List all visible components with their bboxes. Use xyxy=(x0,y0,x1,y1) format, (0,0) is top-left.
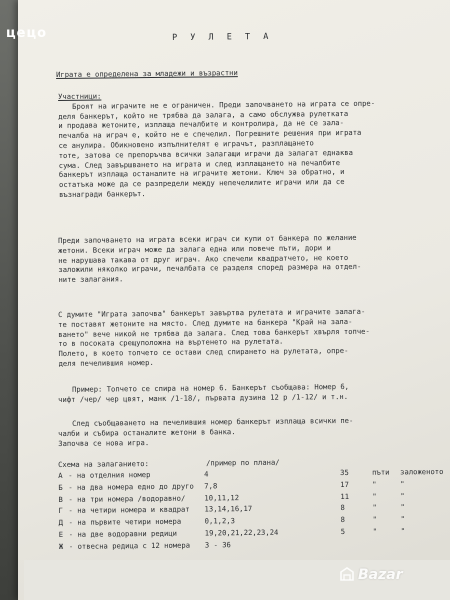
section-game-start xyxy=(58,307,370,369)
text-line: ването" вече никой не трябва да залага. След това банкерът хвърля топче- xyxy=(58,326,370,339)
row-description: - на отделния номер xyxy=(68,470,151,480)
text-line: заложили няколко играчи, печалбата се разделя според размера на отдел- xyxy=(58,262,362,275)
text-line: ните залагания. xyxy=(58,274,124,285)
row-example: 13,14,16,17 xyxy=(204,504,253,514)
row-description: - на първите четири номера xyxy=(68,516,182,528)
betting-schema xyxy=(58,456,444,554)
row-description: - на четири номера и квадрат xyxy=(68,505,190,516)
text-line: се анулира. Обикновено изпълнителят е играчът, разплащането xyxy=(58,138,314,150)
row-multiplier-word: " xyxy=(372,503,377,513)
text-line: След съобщаването на печелившия номер банкерът изплаща всички пе- xyxy=(71,415,354,428)
bazar-logo xyxy=(338,566,403,584)
row-example: 10,11,12 xyxy=(204,492,240,503)
text-line: те поставят жетоните на място. След думите на банкера "Край на зала- xyxy=(58,316,353,329)
row-multiplier-word: пъти xyxy=(372,467,390,477)
bazar-logo-icon xyxy=(338,566,356,584)
text-line: възнагради банкерът. xyxy=(59,189,146,199)
row-odds: 11 xyxy=(340,491,350,501)
row-letter: Г xyxy=(58,506,63,516)
text-line: и продава жетоните, изплаща печалбите и контролира, да не се зала- xyxy=(58,118,344,131)
row-description: - на две водоравни редици xyxy=(68,528,178,539)
document-subtitle: Играта е определена за младежи и възрастни xyxy=(56,68,238,79)
row-multiplier-unit: " xyxy=(400,502,405,512)
text-line: деля печелившия номер. xyxy=(58,357,154,368)
section-participants xyxy=(58,89,376,200)
section-example xyxy=(58,382,349,405)
row-multiplier-unit: " xyxy=(400,479,405,489)
row-multiplier-unit: " xyxy=(400,514,406,524)
row-multiplier-unit: " xyxy=(400,490,405,501)
text-line: жетони. Всеки играч може да залага една или повече пъти, дори и xyxy=(58,242,331,255)
row-multiplier-unit: заложеното xyxy=(400,466,444,477)
text-line: то в посоката срещуположна на въртенето на рулетата. xyxy=(58,337,284,349)
row-multiplier-word: " xyxy=(372,514,378,524)
row-odds: 8 xyxy=(340,515,346,525)
row-description: - на два номера едно до друго xyxy=(68,481,194,492)
row-description: - отвесна редица с 12 номера xyxy=(68,540,191,551)
text-line: чифт /чер/ чер цвят, манк /1-18/, първата дузина 12 р /1-12/ и т.н. xyxy=(58,391,349,404)
text-line: остатъка може да се разпредели между непечелилите играчи или да се xyxy=(58,177,345,190)
text-line: Броят на играчите не е ограничен. Преди започването на играта се опре- xyxy=(72,98,376,111)
row-letter: Б xyxy=(58,482,63,492)
row-example: 7,8 xyxy=(204,481,218,491)
row-example: 19,20,21,22,23,24 xyxy=(204,527,279,538)
row-odds: 5 xyxy=(340,526,346,537)
row-letter: В xyxy=(58,494,63,504)
watermark-text: цецо xyxy=(6,26,48,41)
row-odds: 17 xyxy=(340,479,349,489)
text-line: Пример: Топчето се спира на номер 6. Банкерът съобщава: Номер 6, xyxy=(71,381,350,394)
text-line: банкерът изплаща останалите на играчите жетони. Ключ за обратно, и xyxy=(58,167,345,180)
row-multiplier-word: " xyxy=(372,491,377,501)
schema-example-heading: /пример по плана/ xyxy=(205,457,280,468)
text-line: Започва се нова игра. xyxy=(58,437,150,448)
text-line: печалба на играч е, който не е спечелил. Погрешните решения при играта xyxy=(58,128,362,141)
schema-heading: Схема на залаганието: xyxy=(58,459,149,469)
text-line: тоте, затова се препоръчва всички залагащи играчи да залагат еднаква xyxy=(58,147,353,160)
text-line: не нарушава такава от друг играч. Ако спечели квадратчето, не което xyxy=(58,252,349,265)
text-line: С думите "Играта започва" банкерът завъртва рулетата и играчите залага- xyxy=(58,306,366,319)
section-betting xyxy=(58,233,361,285)
row-example: 4 xyxy=(204,469,209,479)
document-title: Р У Л Е Т А xyxy=(171,31,273,43)
row-letter: Е xyxy=(58,529,64,539)
row-example: 3 - 36 xyxy=(204,539,231,550)
text-line: деля банкерът, който не трябва да залага, а само обслужва рулетката xyxy=(58,108,349,121)
row-letter: Ж xyxy=(58,541,64,551)
text-line: Преди започването на играта всеки играч си купи от банкера по желание xyxy=(58,232,357,245)
row-letter: Д xyxy=(58,518,64,528)
row-odds: 8 xyxy=(340,503,345,513)
text-line: Участници: xyxy=(58,91,102,101)
section-payout xyxy=(58,416,354,448)
bazar-logo-text: Bazar xyxy=(358,567,403,583)
text-line: сума. След завършването на играта и след изплащането на печалбите xyxy=(58,157,341,170)
text-line: чалби и събира останалите жетони в банка. xyxy=(58,426,236,438)
row-odds: 35 xyxy=(340,467,349,478)
text-line: Полето, в което топчето се остави след спирането на рулетата, опре- xyxy=(58,346,349,359)
row-multiplier-unit: " xyxy=(400,526,406,536)
row-letter: А xyxy=(58,470,63,480)
row-multiplier-word: " xyxy=(372,479,377,489)
row-example: 0,1,2,3 xyxy=(204,516,235,526)
row-multiplier-word: " xyxy=(372,526,378,536)
row-description: - на три номера /водоравно/ xyxy=(68,493,186,504)
